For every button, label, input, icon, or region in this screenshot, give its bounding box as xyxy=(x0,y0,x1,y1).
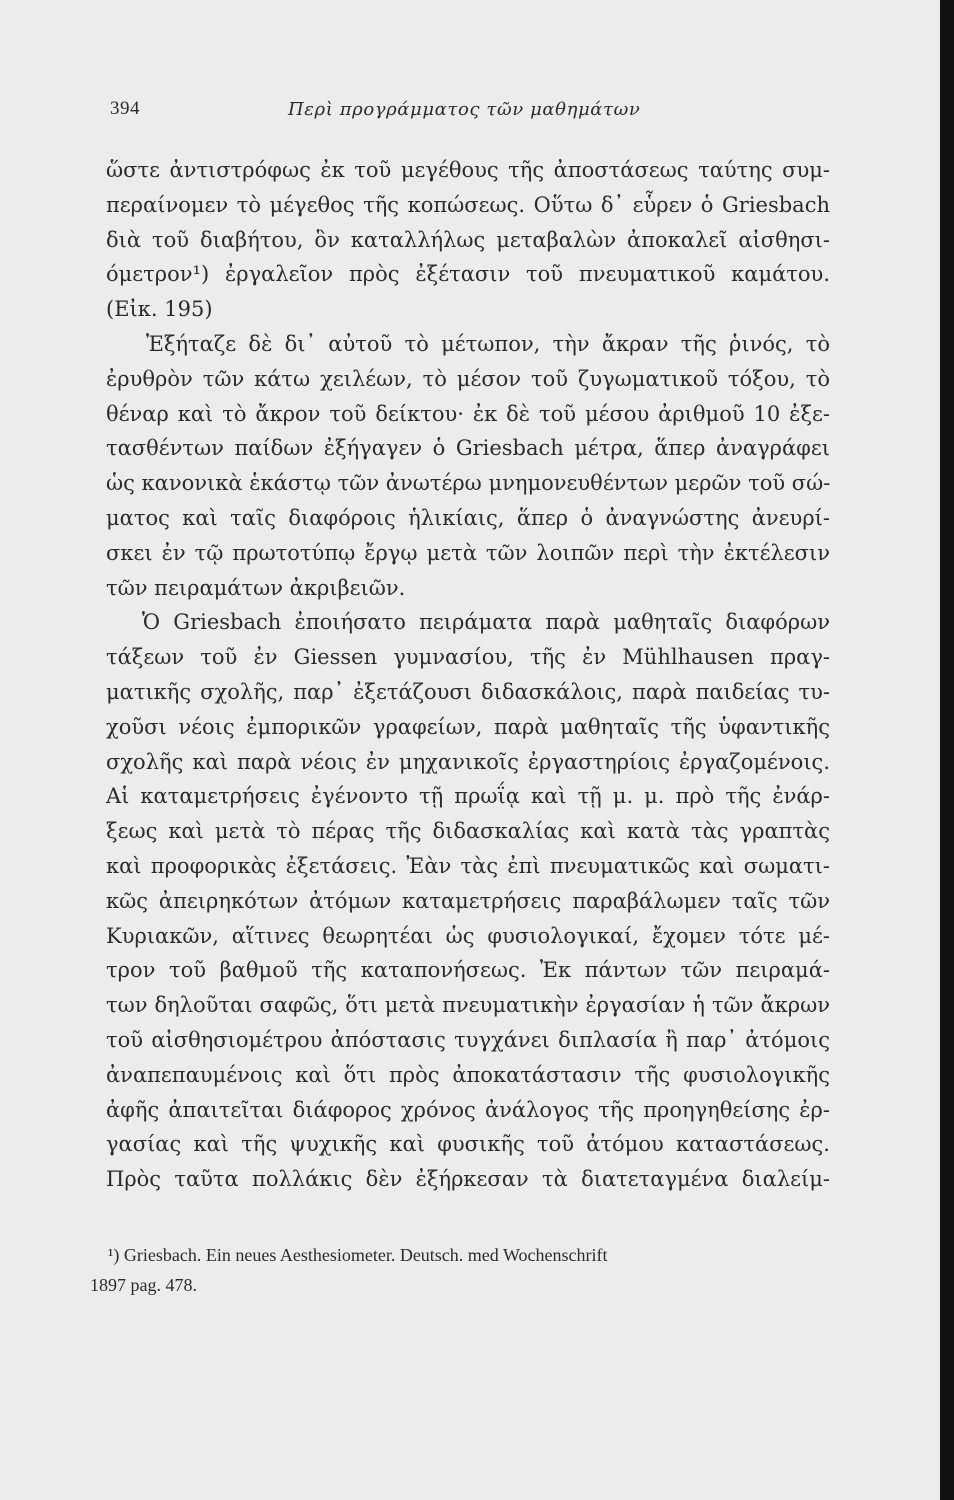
paragraph-start-line: Ἐξήταζε δὲ δι᾽ αὐτοῦ τὸ μέτωπον, τὴν ἄκραν τῆς ῥινός, τὸ xyxy=(146,331,830,356)
text-line: Πρὸς ταῦτα πολλάκις δὲν ἐξήρκεσαν τὰ διατεταγμένα διαλείμ- xyxy=(106,1167,830,1192)
text-line: τῶν πειραμάτων ἀκριβειῶν. xyxy=(106,575,406,600)
text-line: ξεως καὶ μετὰ τὸ πέρας τῆς διδασκαλίας καὶ κατὰ τὰς γραπτὰς xyxy=(106,819,830,844)
text-line: γασίας καὶ τῆς ψυχικῆς καὶ φυσικῆς τοῦ ἀτόμου καταστάσεως. xyxy=(106,1132,830,1157)
text-line: ἐρυθρὸν τῶν κάτω χειλέων, τὸ μέσον τοῦ ζυγωματικοῦ τόξου, τὸ xyxy=(106,366,830,391)
text-line: καὶ προφορικὰς ἐξετάσεις. Ἐὰν τὰς ἐπὶ πνευματικῶς καὶ σωματι- xyxy=(106,853,830,878)
text-line: τασθέντων παίδων ἐξήγαγεν ὁ Griesbach μέτρα, ἅπερ ἀναγράφει xyxy=(106,436,830,461)
text-line: ματος καὶ ταῖς διαφόροις ἡλικίαις, ἅπερ ὁ ἀναγνώστης ἀνευρί- xyxy=(106,505,830,530)
text-line: διὰ τοῦ διαβήτου, ὃν καταλλήλως μεταβαλὼν ἀποκαλεῖ αἰσθησι- xyxy=(106,227,830,252)
text-line: των δηλοῦται σαφῶς, ὅτι μετὰ πνευματικὴν ἐργασίαν ἡ τῶν ἄκρων xyxy=(106,993,830,1018)
text-line: περαίνομεν τὸ μέγεθος τῆς κοπώσεως. Οὕτω δ᾽ εὗρεν ὁ Griesbach xyxy=(106,192,830,217)
running-title: Περὶ προγράμματος τῶν μαθημάτων xyxy=(288,99,641,120)
text-line: Κυριακῶν, αἵτινες θεωρητέαι ὡς φυσιολογικαί, ἔχομεν τότε μέ- xyxy=(106,923,830,948)
text-line: τρον τοῦ βαθμοῦ τῆς καταπονήσεως. Ἐκ πάντων τῶν πειραμά- xyxy=(106,958,830,983)
text-line: τάξεων τοῦ ἐν Giessen γυμνασίου, τῆς ἐν Mühlhausen πραγ- xyxy=(106,645,830,670)
text-line: όμετρον¹) ἐργαλεῖον πρὸς ἐξέτασιν τοῦ πνευματικοῦ καμάτου. xyxy=(106,262,830,287)
page-number: 394 xyxy=(110,98,140,119)
footnote-line: 1897 pag. 478. xyxy=(90,1275,197,1295)
text-line: ἀναπεπαυμένοις καὶ ὅτι πρὸς ἀποκατάστασιν τῆς φυσιολογικῆς xyxy=(106,1062,830,1087)
footnote-line: ¹) Griesbach. Ein neues Aesthesiometer. Deutsch. med Wochenschrift xyxy=(108,1245,608,1265)
footnotes xyxy=(90,1240,830,1300)
text-line: κῶς ἀπειρηκότων ἀτόμων καταμετρήσεις παραβάλωμεν ταῖς τῶν xyxy=(106,888,830,913)
text-line: Αἱ καταμετρήσεις ἐγένοντο τῇ πρωΐᾳ καὶ τῇ μ. μ. πρὸ τῆς ἐνάρ- xyxy=(106,784,830,809)
text-line: ματικῆς σχολῆς, παρ᾽ ἐξετάζουσι διδασκάλοις, παρὰ παιδείας τυ- xyxy=(106,679,830,704)
text-line: (Εἰκ. 195) xyxy=(106,297,213,322)
paragraph-start-line: Ὁ Griesbach ἐποιήσατο πειράματα παρὰ μαθηταῖς διαφόρων xyxy=(142,610,830,635)
text-line: ὥστε ἀντιστρόφως ἐκ τοῦ μεγέθους τῆς ἀποστάσεως ταύτης συμ- xyxy=(106,158,830,182)
text-line: ὡς κανονικὰ ἑκάστῳ τῶν ἀνωτέρω μνημονευθέντων μερῶν τοῦ σώ- xyxy=(106,471,831,496)
page-edge-border xyxy=(940,0,954,1500)
text-line: σχολῆς καὶ παρὰ νέοις ἐν μηχανικοῖς ἐργαστηρίοις ἐργαζομένοις. xyxy=(106,749,830,774)
text-line: χοῦσι νέοις ἐμπορικῶν γραφείων, παρὰ μαθηταῖς τῆς ὑφαντικῆς xyxy=(106,714,830,739)
text-line: θέναρ καὶ τὸ ἄκρον τοῦ δείκτου· ἐκ δὲ τοῦ μέσου ἀριθμοῦ 10 ἐξε- xyxy=(106,401,830,426)
body-text xyxy=(106,153,830,1197)
page-header xyxy=(110,98,830,128)
text-line: ἀφῆς ἀπαιτεῖται διάφορος χρόνος ἀνάλογος τῆς προηγηθείσης ἐρ- xyxy=(106,1097,830,1122)
text-line: σκει ἐν τῷ πρωτοτύπῳ ἔργῳ μετὰ τῶν λοιπῶν περὶ τὴν ἐκτέλεσιν xyxy=(106,540,830,565)
text-line: τοῦ αἰσθησιομέτρου ἀπόστασις τυγχάνει διπλασία ἢ παρ᾽ ἀτόμοις xyxy=(106,1027,830,1052)
